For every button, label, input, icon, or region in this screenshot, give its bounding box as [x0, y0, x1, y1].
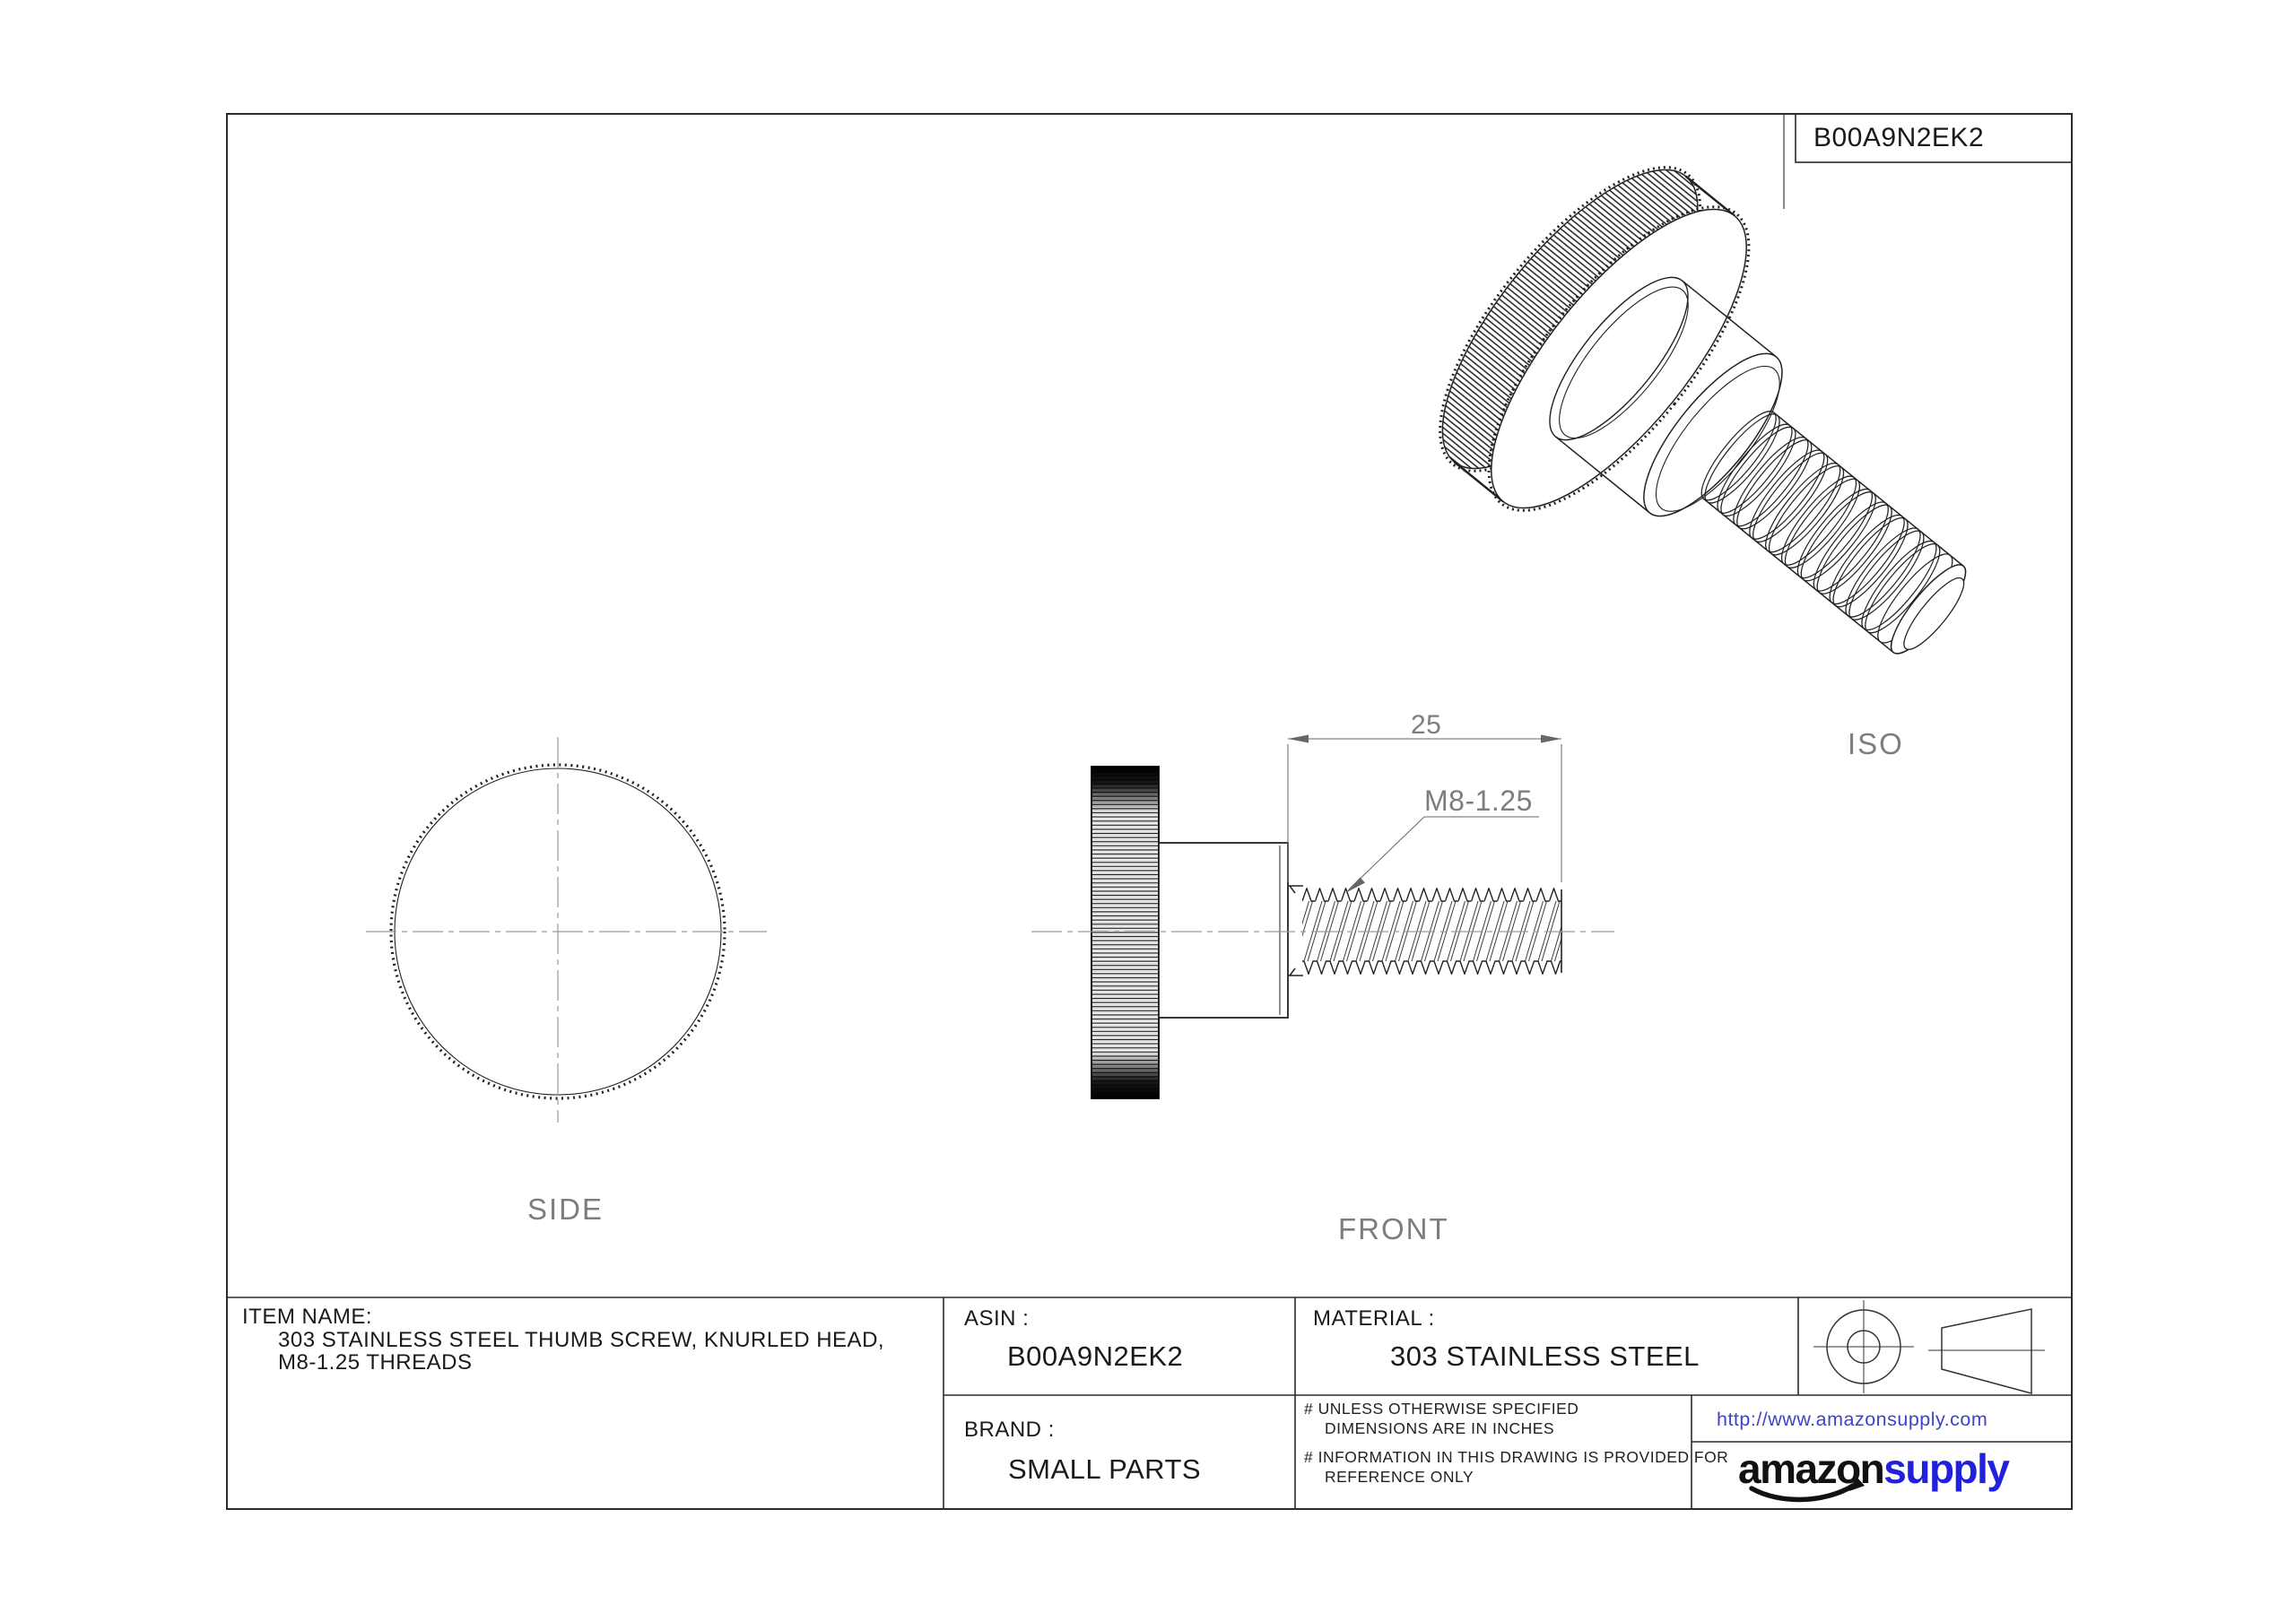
- iso-view: [1397, 129, 2062, 767]
- third-angle-projection-icon: [1813, 1300, 2045, 1393]
- thread-callout-text: M8-1.25: [1424, 785, 1533, 817]
- amazonsupply-logo: [1738, 1444, 2009, 1493]
- front-view-label: FRONT: [1338, 1212, 1449, 1245]
- brand-value: SMALL PARTS: [1008, 1453, 1202, 1485]
- side-view: [366, 737, 767, 1123]
- length-dimension-text: 25: [1411, 710, 1442, 740]
- note-reference-line2: REFERENCE ONLY: [1325, 1468, 1474, 1486]
- dimension-arrow-left: [1288, 735, 1309, 743]
- note-dimensions-line1: # UNLESS OTHERWISE SPECIFIED: [1304, 1400, 1579, 1418]
- note-dimensions-line2: DIMENSIONS ARE IN INCHES: [1325, 1419, 1555, 1437]
- logo-supply-text: supply: [1883, 1445, 2009, 1492]
- material-label: MATERIAL :: [1313, 1306, 1435, 1331]
- drawing-number: B00A9N2EK2: [1813, 123, 1985, 152]
- asin-label: ASIN :: [964, 1306, 1030, 1331]
- asin-value: B00A9N2EK2: [1007, 1340, 1184, 1372]
- front-view-neck: [1288, 886, 1303, 976]
- note-reference-line1: # INFORMATION IN THIS DRAWING IS PROVIDED FOR: [1304, 1448, 1729, 1466]
- side-view-label: SIDE: [527, 1193, 604, 1226]
- dimension-arrow-right: [1541, 735, 1561, 743]
- brand-label: BRAND :: [964, 1418, 1055, 1442]
- item-name-line1: 303 STAINLESS STEEL THUMB SCREW, KNURLED HEAD,: [278, 1328, 885, 1352]
- item-name-line2: M8-1.25 THREADS: [278, 1350, 473, 1375]
- website-url-link[interactable]: http://www.amazonsupply.com: [1717, 1409, 1988, 1430]
- iso-view-label: ISO: [1848, 727, 1904, 760]
- material-value: 303 STAINLESS STEEL: [1390, 1340, 1700, 1372]
- front-view-boss: [1159, 843, 1288, 1018]
- logo-amazon-text: amazon: [1738, 1445, 1884, 1492]
- item-name-label: ITEM NAME:: [242, 1305, 373, 1329]
